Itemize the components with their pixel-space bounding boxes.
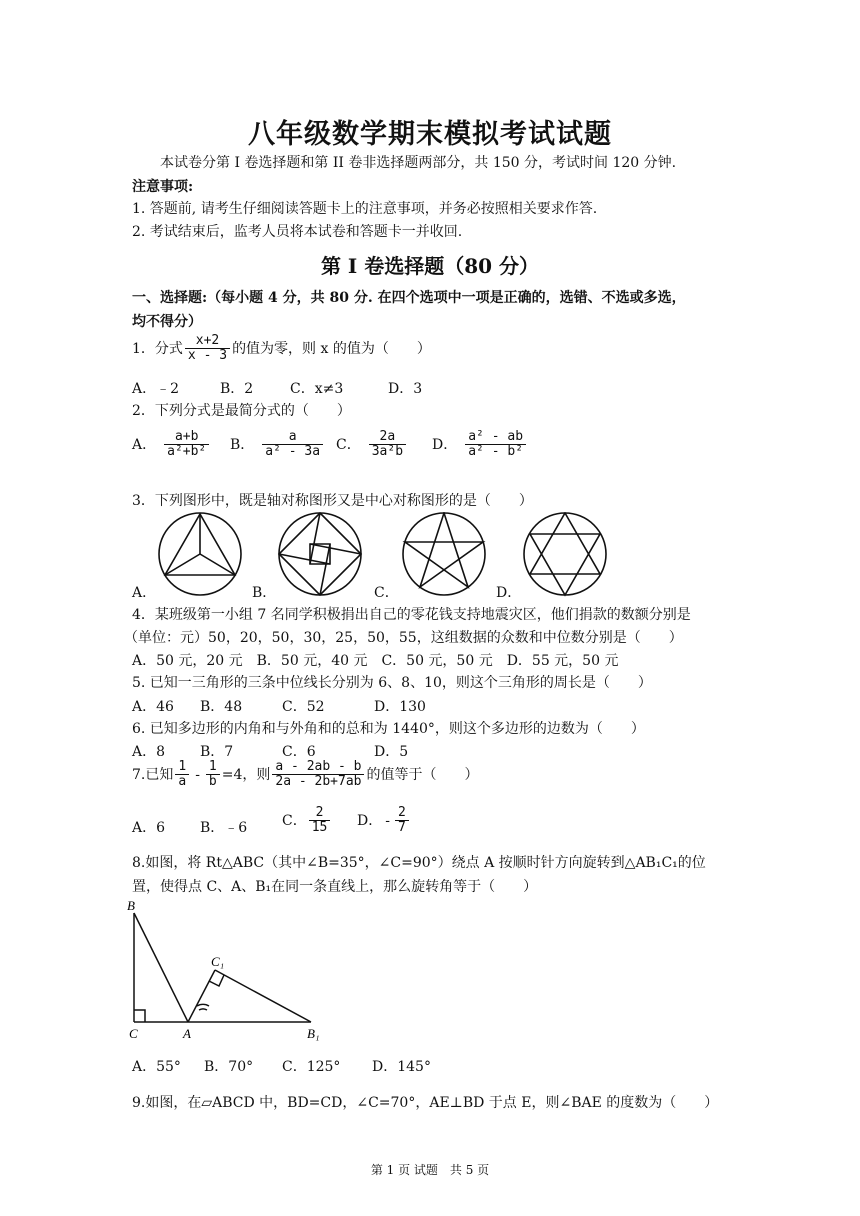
q8-option-b: B．70° <box>204 1059 254 1075</box>
q2-option-c: C． $\frac{2a}{\text{3a²b}}$ <box>336 430 408 460</box>
q8-option-c: C．125° <box>282 1059 341 1075</box>
q1-option-b: B．2 <box>220 381 254 397</box>
q5-option-b: B．48 <box>200 699 243 715</box>
q3-figure-d <box>524 513 606 595</box>
part1-header-cont: 均不得分） <box>132 314 202 330</box>
q2-option-d: D． $\frac{\text{a² - ab}}{\text{a² - b²}}$ <box>432 430 528 460</box>
label-c: C <box>129 1026 138 1041</box>
q6-option-a: A．8 <box>132 744 166 760</box>
intro-text: 本试卷分第 I 卷选择题和第 II 卷非选择题两部分，共 150 分，考试时间 120 分钟. <box>160 155 677 171</box>
q7-option-b: B．﹣6 <box>200 820 248 836</box>
q3-option-b: B． <box>252 585 277 601</box>
question-9: 9.如图，在▱ABCD 中，BD=CD，∠C=70°，AE⊥BD 于点 E，则∠BAE 的度数为（ ） <box>132 1095 719 1111</box>
label-b: B <box>127 898 135 913</box>
q1-stem-end: 的值为零，则 x 的值为（ ） <box>232 340 431 357</box>
q3-figure-b <box>279 513 361 595</box>
q1-option-a: A．﹣2 <box>132 381 180 397</box>
q7-option-a: A．6 <box>132 820 166 836</box>
q3-figure-a <box>159 513 241 595</box>
q7-option-c: C． $\frac{2}{15}$ <box>282 806 332 836</box>
q4-options: A．50 元，20 元 B．50 元，40 元 C．50 元，50 元 D．55 元，50 元 <box>132 653 619 669</box>
question-2: 2．下列分式是最简分式的（ ） <box>132 403 351 419</box>
question-3: 3．下列图形中，既是轴对称图形又是中心对称图形的是（ ） <box>132 493 533 509</box>
q1-fraction: $\frac{x+2}{x - 3}$ <box>185 334 230 364</box>
q1-option-d: D．3 <box>388 381 423 397</box>
q5-option-a: A．46 <box>132 699 174 715</box>
q2-option-a: A． $\frac{a+b}{\text{a²+b²}}$ <box>132 430 211 460</box>
question-8-cont: 置，使得点 C、A、B₁在同一条直线上，那么旋转角等于（ ） <box>132 879 538 895</box>
q6-option-d: D．5 <box>374 744 409 760</box>
label-a: A <box>183 1026 191 1041</box>
notice-title: 注意事项: <box>132 179 194 195</box>
q3-figure-c <box>403 513 485 595</box>
question-8: 8.如图，将 Rt△ABC（其中∠B=35°，∠C=90°）绕点 A 按顺时针方向旋转到△AB₁C₁的位 <box>132 855 706 871</box>
question-4-cont: （单位：元）50，20，50，30，25，50，55，这组数据的众数和中位数分别是（ ） <box>124 630 683 646</box>
q3-option-a: A． <box>132 585 157 601</box>
notice-item-1: 1. 答题前, 请考生仔细阅读答题卡上的注意事项，并务必按照相关要求作答. <box>132 201 598 217</box>
q3-option-c: C． <box>374 585 399 601</box>
q1-option-c: C．x≠3 <box>290 381 344 397</box>
q1-stem: 1．分式 <box>132 340 183 357</box>
q6-option-b: B．7 <box>200 744 234 760</box>
q8-option-a: A．55° <box>132 1059 181 1075</box>
q3-option-d: D． <box>496 585 522 601</box>
label-c1: C₁ <box>211 954 225 969</box>
part1-header: 一、选择题:（每小题 4 分，共 80 分. 在四个选项中一项是正确的，选错、不选或多选， <box>132 290 686 306</box>
question-7: 7.已知 $\frac{1}{a}$ - $\frac{1}{b}$ =4，则 $\frac{a - 2ab - b}{2a - 2b+7ab}$ 的值等于（ ） <box>132 759 479 790</box>
label-b1: B₁ <box>307 1026 320 1041</box>
notice-item-2: 2. 考试结束后，监考人员将本试卷和答题卡一并收回. <box>132 224 463 240</box>
q5-option-c: C．52 <box>282 699 325 715</box>
question-4: 4．某班级第一小组 7 名同学积极捐出自己的零花钱支持地震灾区，他们捐款的数额分别是 <box>132 607 691 623</box>
q8-figure <box>125 898 335 1048</box>
q2-option-b: B． $\frac{a}{\text{a² - 3a}}$ <box>230 430 325 460</box>
q5-option-d: D．130 <box>374 699 426 715</box>
section-title: 第 I 卷选择题（80 分） <box>320 254 540 278</box>
q8-option-d: D．145° <box>372 1059 431 1075</box>
page-footer: 第 1 页 试题 共 5 页 <box>370 1163 490 1177</box>
question-5: 5. 已知一三角形的三条中位线长分别为 6、8、10，则这个三角形的周长是（ ） <box>132 675 652 691</box>
question-1 <box>132 334 431 364</box>
question-6: 6. 已知多边形的内角和与外角和的总和为 1440°，则这个多边形的边数为（ ） <box>132 721 645 737</box>
page-title: 八年级数学期末模拟考试试题 <box>248 119 612 150</box>
q6-option-c: C．6 <box>282 744 316 760</box>
q7-option-d: D． - $\frac{2}{7}$ <box>357 806 411 836</box>
